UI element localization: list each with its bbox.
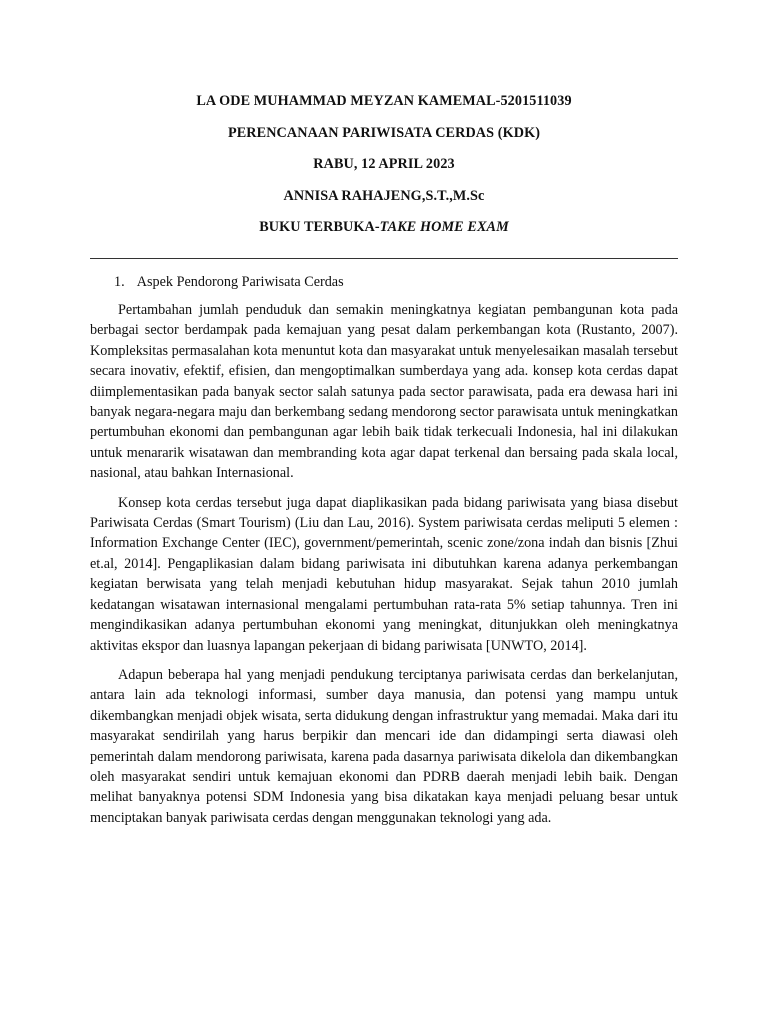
exam-type-italic: TAKE HOME EXAM <box>379 219 509 235</box>
document-header <box>90 91 678 249</box>
section-number: 1. <box>114 274 125 290</box>
paragraph: Pertambahan jumlah penduduk dan semakin meningkatnya kegiatan pembangunan kota pada berbagai sector berdampak pada kemajuan yang pesat dalam perkembangan kota (Rustanto, 2007). Kompleksitas permasalahan kota menuntut kota dan masyarakat untuk menyelesaikan masalah tersebut secara inovativ, efektif, efisien, dan mengoptimalkan sumberdaya yang ada. konsep kota cerdas dapat diimplementasikan pada banyak sector salah satunya pada sector parawisata, pada era dewasa hari ini banyak negara-negara maju dan berkembang sedang mendorong sector parawisata untuk meningkatkan pertumbuhan ekonomi dan pembangunan agar lebih baik tidak terkecuali Indonesia, hal ini dilakukan untuk menararik wisatawan dan membranding kota agar dapat terkenal dan bersaing pada skala local, nasional, atau bahkan Internasional. <box>90 302 678 482</box>
section-title: Aspek Pendorong Pariwisata Cerdas <box>136 274 344 290</box>
paragraph: Adapun beberapa hal yang menjadi pendukung terciptanya pariwisata cerdas dan berkelanjutan, antara lain ada teknologi informasi, sumber daya manusia, dan potensi yang mampu untuk dikembangkan menjadi objek wisata, serta didukung dengan infrastruktur yang memadai. Maka dari itu masyarakat sendirilah yang harus berpikir dan mencari ide dan didampingi serta diawasi oleh pemerintah dalam mendorong pariwisata, karena pada dasarnya pariwisata dikelola dan dikembangkan oleh masyarakat sendiri untuk kemajuan ekonomi dan PDRB daerah menjadi lebih baik. Dengan melihat banyaknya potensi SDM Indonesia yang bisa dikatakan kaya menjadi peluang besar untuk menciptakan banyak pariwisata cerdas dengan menggunakan teknologi yang ada. <box>90 666 678 826</box>
course-line: PERENCANAAN PARIWISATA CERDAS (KDK) <box>227 124 541 141</box>
section-heading <box>114 271 678 293</box>
exam-type-prefix: BUKU TERBUKA- <box>259 219 380 235</box>
lecturer-line: ANNISA RAHAJENG,S.T.,M.Sc <box>283 187 485 204</box>
paragraph: Konsep kota cerdas tersebut juga dapat diaplikasikan pada bidang pariwisata yang biasa disebut Pariwisata Cerdas (Smart Tourism) (Liu dan Lau, 2016). System pariwisata cerdas meliputi 5 elemen : Information Exchange Center (IEC), government/pemerintah, scenic zone/zona indah dan bisnis [Zhui et.al, 2014]. Pengaplikasian dalam bidang pariwisata ini dibutuhkan karena adanya perkembangan kegiatan berwisata yang telah menjadi kebutuhan hidup masyarakat. Sejak tahun 2010 jumlah kedatangan wisatawan internasional mengalami pertumbuhan rata-rata 5% setiap tahunnya. Tren ini mengindikasikan adanya pertumbuhan ekonomi yang meningkat, ditunjukkan oleh meningkatnya aktivitas ekspor dan luasnya lapangan pekerjaan di bidang pariwisata [UNWTO, 2014]. <box>90 494 678 654</box>
horizontal-divider <box>90 258 678 259</box>
author-line: LA ODE MUHAMMAD MEYZAN KAMEMAL-5201511039 <box>196 93 572 109</box>
document-body <box>90 271 678 837</box>
date-line: RABU, 12 APRIL 2023 <box>313 156 455 172</box>
exam-type-line <box>90 217 678 237</box>
